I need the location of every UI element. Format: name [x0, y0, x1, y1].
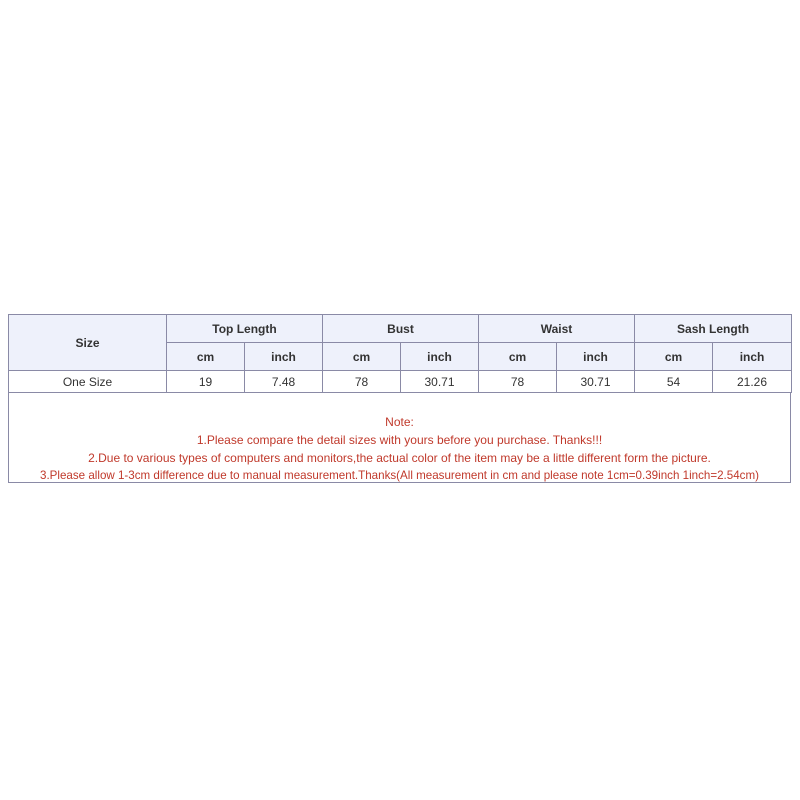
value-cell: 78	[323, 371, 401, 393]
unit-header: cm	[323, 343, 401, 371]
size-table	[8, 314, 792, 393]
value-cell: 7.48	[245, 371, 323, 393]
size-cell: One Size	[9, 371, 167, 393]
notes-title: Note:	[385, 415, 414, 429]
table-header-row	[9, 315, 792, 343]
unit-header: inch	[557, 343, 635, 371]
note-line: 2.Due to various types of computers and monitors,the actual color of the item may be a little different form the picture.	[88, 451, 711, 465]
value-cell: 19	[167, 371, 245, 393]
value-cell: 30.71	[401, 371, 479, 393]
group-header-waist: Waist	[479, 315, 635, 343]
unit-header: inch	[401, 343, 479, 371]
value-cell: 21.26	[713, 371, 792, 393]
value-cell: 54	[635, 371, 713, 393]
table-row	[9, 371, 792, 393]
note-line: 1.Please compare the detail sizes with yours before you purchase. Thanks!!!	[196, 433, 603, 447]
group-header-top-length: Top Length	[167, 315, 323, 343]
group-header-sash-length: Sash Length	[635, 315, 792, 343]
unit-header: cm	[635, 343, 713, 371]
unit-header: inch	[245, 343, 323, 371]
value-cell: 30.71	[557, 371, 635, 393]
unit-header: cm	[167, 343, 245, 371]
unit-header: inch	[713, 343, 792, 371]
group-header-bust: Bust	[323, 315, 479, 343]
unit-header: cm	[479, 343, 557, 371]
size-chart	[8, 314, 792, 483]
size-column-header: Size	[9, 315, 167, 371]
notes-panel	[8, 393, 791, 483]
note-line: 3.Please allow 1-3cm difference due to manual measurement.Thanks(All measurement in cm and please note 1cm=0.39inch 1inch=2.54cm)	[40, 469, 759, 482]
value-cell: 78	[479, 371, 557, 393]
